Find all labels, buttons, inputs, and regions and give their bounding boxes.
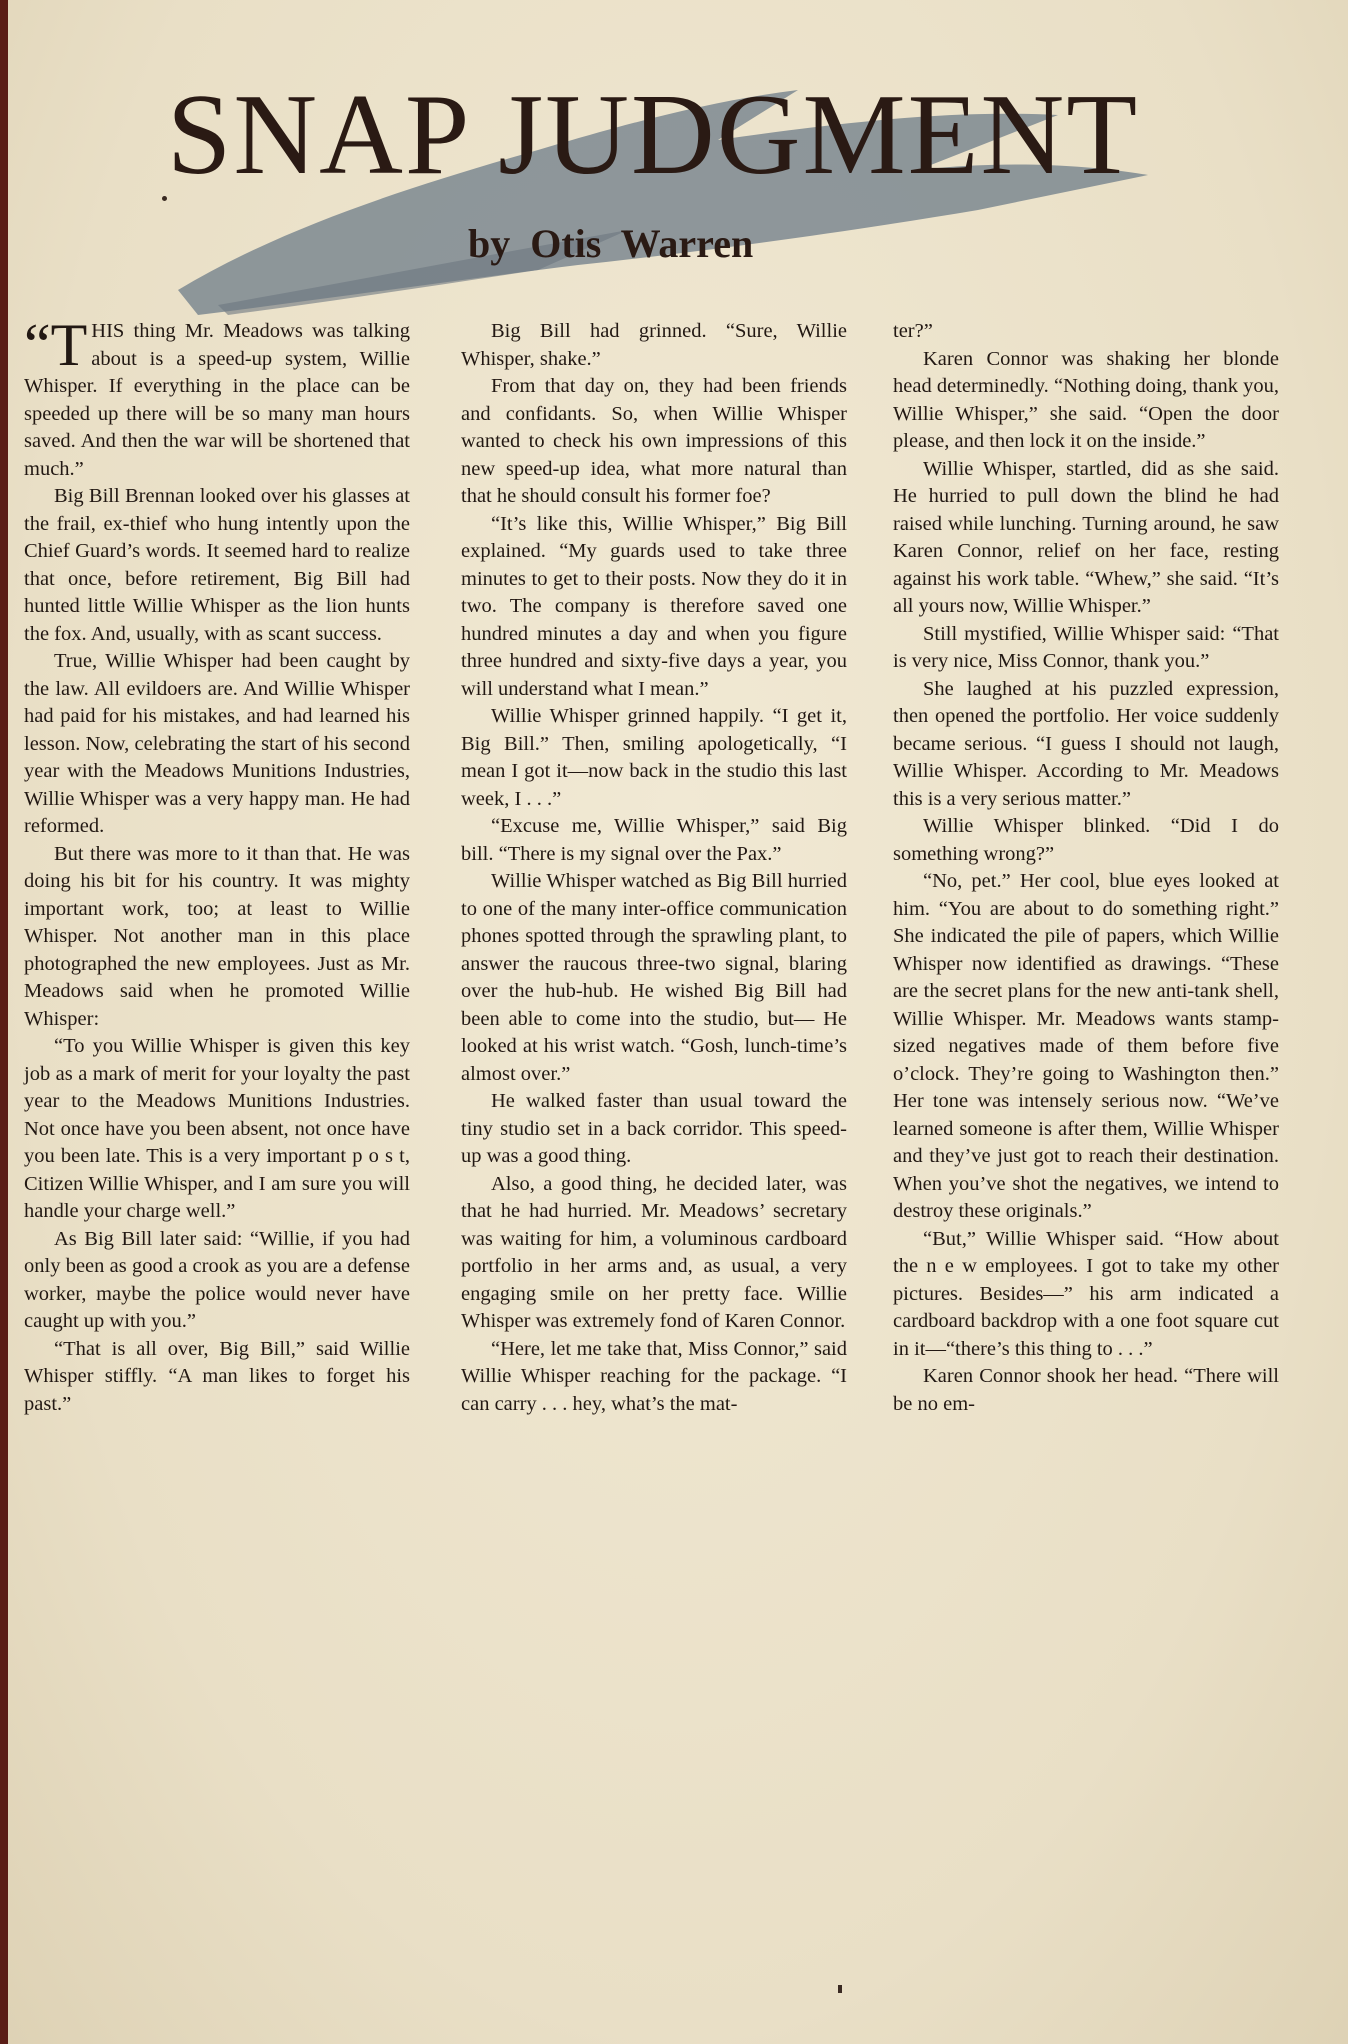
paragraph: Karen Connor shook her head. “There will be no em-	[893, 1365, 1279, 1415]
paragraph: Big Bill Brennan looked over his glasses at the frail, ex-thief who hung intently upon the Chief Guard’s words. It seemed hard to realize that once, before retirement, Big Bill had hunted little Willie Whisper as the lion hunts the fox. And, usually, with as scant success.	[24, 485, 410, 645]
paragraph: “Excuse me, Willie Whisper,” said Big bill. “There is my signal over the Pax.”	[461, 815, 847, 865]
text-column-3	[893, 318, 1279, 1418]
paragraph: “Here, let me take that, Miss Connor,” said Willie Whisper reaching for the package. “I can carry . . . hey, what’s the mat-	[461, 1337, 847, 1415]
paragraph: ter?”	[893, 320, 933, 342]
ink-speck	[162, 196, 167, 201]
paragraph: “But,” Willie Whisper said. “How about the n e w employees. I got to take my other pictures. Besides—” his arm indicated a cardboard backdrop with a one foot square cut in it—“there’s this thing to . . .”	[893, 1227, 1279, 1360]
paragraph: Willie Whisper watched as Big Bill hurried to one of the many inter-office communication phones spotted through the sprawling plant, to answer the raucous three-two signal, blaring over the hub-hub. He wished Big Bill had been able to come into the studio, but— He looked at his wrist watch. “Gosh, lunch-time’s almost over.”	[461, 870, 847, 1085]
paragraph: From that day on, they had been friends and confidants. So, when Willie Whisper wanted to check his own impressions of this new speed-up idea, what more natural than that he should consult his former foe?	[461, 375, 847, 507]
drop-cap: “T	[24, 312, 88, 378]
paragraph: True, Willie Whisper had been caught by the law. All evildoers are. And Willie Whisper had paid for his mistakes, and had learned his lesson. Now, celebrating the start of his second year with the Meadows Munitions Industries, Willie Whisper was a very happy man. He had reformed.	[24, 650, 410, 837]
paragraph: Willie Whisper, startled, did as she said. He hurried to pull down the blind he had raised while lunching. Turning around, he saw Karen Connor, relief on her face, resting against his work table. “Whew,” she said. “It’s all yours now, Willie Whisper.”	[893, 457, 1279, 617]
paragraph: Willie Whisper grinned happily. “I get it, Big Bill.” Then, smiling apologetically, “I mean I got it—now back in the studio this last week, I . . .”	[461, 705, 847, 810]
paragraph: “To you Willie Whisper is given this key job as a mark of merit for your loyalty the past year to the Meadows Munitions Industries. Not once have you been absent, not once have you been late. This is a very important p o s t, Citizen Willie Whisper, and I am sure you will handle your charge well.”	[24, 1035, 410, 1222]
paragraph: As Big Bill later said: “Willie, if you had only been as good a crook as you are a defense worker, maybe the police would never have caught up with you.”	[24, 1227, 410, 1332]
paragraph: “That is all over, Big Bill,” said Willie Whisper stiffly. “A man likes to forget his past.”	[24, 1337, 410, 1415]
paragraph: Also, a good thing, he decided later, was that he had hurried. Mr. Meadows’ secretary was waiting for him, a voluminous cardboard portfolio in her arms and, as usual, a very engaging smile on her pretty face. Willie Whisper was extremely fond of Karen Connor.	[461, 1172, 847, 1332]
text-column-2	[461, 318, 847, 1418]
article-title: SNAP JUDGMENT	[166, 71, 1140, 199]
text-column-1	[24, 312, 410, 1418]
paragraph: “It’s like this, Willie Whisper,” Big Bill explained. “My guards used to take three minutes to get to their posts. Now they do it in two. The company is therefore saved one hundred minutes a day and when you figure three hundred and sixty-five days a year, you will understand what I mean.”	[461, 512, 847, 700]
article-byline: by Otis Warren	[468, 221, 754, 266]
paragraph: He walked faster than usual toward the tiny studio set in a back corridor. This speed-up was a good thing.	[461, 1090, 847, 1167]
paragraph: “No, pet.” Her cool, blue eyes looked at him. “You are about to do something right.” She indicated the pile of papers, which Willie Whisper now identified as drawings. “These are the secret plans for the new anti-tank shell, Willie Whisper. Mr. Meadows wants stamp-sized negatives made of them before five o’clock. They’re going to Washington then.” Her tone was intensely serious now. “We’ve learned someone is after them, Willie Whisper and they’ve just got to reach their destination. When you’ve shot the negatives, we intend to destroy these originals.”	[893, 870, 1279, 1222]
paragraph: Big Bill had grinned. “Sure, Willie Whisper, shake.”	[461, 320, 847, 370]
magazine-page	[8, 0, 1348, 2044]
ink-speck	[838, 1985, 842, 1993]
paragraph: Willie Whisper blinked. “Did I do something wrong?”	[893, 815, 1279, 865]
paragraph: Still mystified, Willie Whisper said: “That is very nice, Miss Connor, thank you.”	[893, 622, 1279, 672]
paragraph: Karen Connor was shaking her blonde head determinedly. “Nothing doing, thank you, Willie Whisper,” she said. “Open the door please, and then lock it on the inside.”	[893, 347, 1279, 452]
paragraph: But there was more to it than that. He was doing his bit for his country. It was mighty important work, too; at least to Willie Whisper. Not another man in this place photographed the new employees. Just as Mr. Meadows said when he promoted Willie Whisper:	[24, 842, 410, 1030]
paragraph: “THIS thing Mr. Meadows was talking about is a speed-up system, Willie Whisper. If everything in the place can be speeded up there will be so many man hours saved. And then the war will be shortened that much.”	[24, 312, 410, 480]
paragraph: She laughed at his puzzled expression, then opened the portfolio. Her voice suddenly became serious. “I guess I should not laugh, Willie Whisper. According to Mr. Meadows this is a very serious matter.”	[893, 677, 1279, 810]
